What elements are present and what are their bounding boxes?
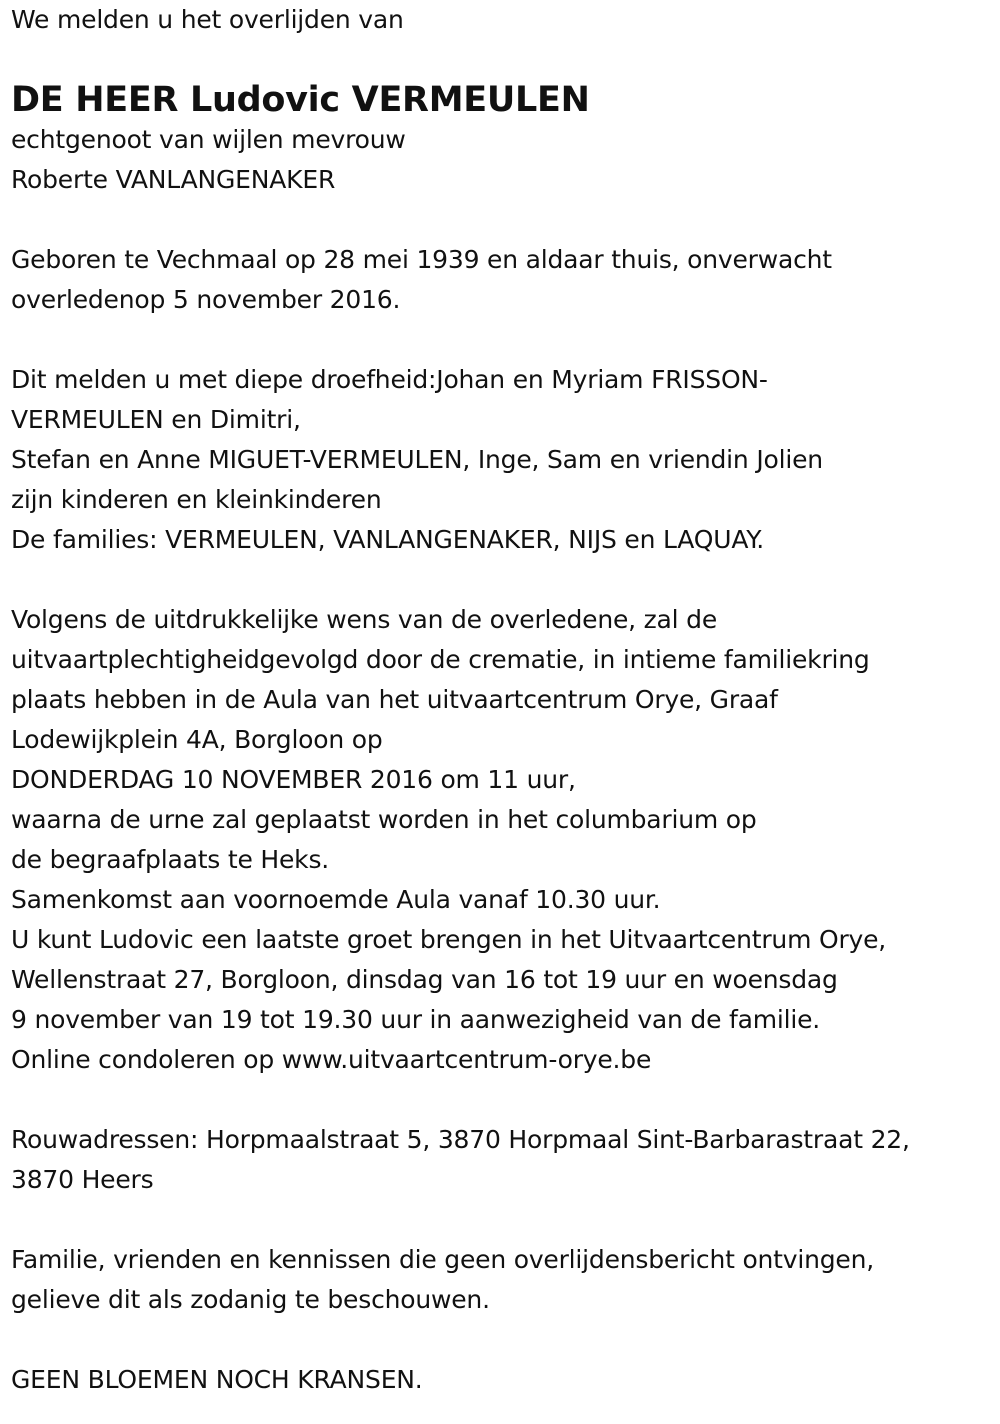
ceremony-line: de begraafplaats te Heks. [11, 845, 330, 874]
family-line: Stefan en Anne MIGUET-VERMEULEN, Inge, Sam en vriendin Jolien [11, 445, 823, 474]
ceremony-line: Wellenstraat 27, Borgloon, dinsdag van 16 tot 19 uur en woensdag [11, 965, 838, 994]
notice-line: gelieve dit als zodanig te beschouwen. [11, 1285, 490, 1314]
spouse-line: Roberte VANLANGENAKER [11, 165, 336, 194]
intro-text: We melden u het overlijden van [11, 5, 404, 34]
deceased-name: DE HEER Ludovic VERMEULEN [11, 80, 590, 120]
spouse-line: echtgenoot van wijlen mevrouw [11, 125, 406, 154]
ceremony-line: Online condoleren op www.uitvaartcentrum-orye.be [11, 1045, 652, 1074]
address-line: 3870 Heers [11, 1165, 154, 1194]
ceremony-line: Samenkomst aan voornoemde Aula vanaf 10.30 uur. [11, 885, 661, 914]
address-line: Rouwadressen: Horpmaalstraat 5, 3870 Horpmaal Sint-Barbarastraat 22, [11, 1125, 910, 1154]
birth-line: overledenop 5 november 2016. [11, 285, 401, 314]
spacer [11, 1200, 996, 1240]
ceremony-line: 9 november van 19 tot 19.30 uur in aanwezigheid van de familie. [11, 1005, 821, 1034]
notice-line: Familie, vrienden en kennissen die geen overlijdensbericht ontvingen, [11, 1245, 875, 1274]
family-line: Dit melden u met diepe droefheid:Johan en Myriam FRISSON- [11, 365, 768, 394]
ceremony-line: uitvaartplechtigheidgevolgd door de crematie, in intieme familiekring [11, 645, 870, 674]
spacer [11, 560, 996, 600]
spacer [11, 320, 996, 360]
spacer [11, 40, 996, 80]
family-line: VERMEULEN en Dimitri, [11, 405, 301, 434]
spacer [11, 1080, 996, 1120]
ceremony-line: U kunt Ludovic een laatste groet brengen in het Uitvaartcentrum Orye, [11, 925, 887, 954]
birth-line: Geboren te Vechmaal op 28 mei 1939 en aldaar thuis, onverwacht [11, 245, 832, 274]
spacer [11, 1320, 996, 1360]
obituary-notice [11, 0, 996, 1400]
family-line: zijn kinderen en kleinkinderen [11, 485, 382, 514]
ceremony-line: waarna de urne zal geplaatst worden in het columbarium op [11, 805, 757, 834]
ceremony-line: Volgens de uitdrukkelijke wens van de overledene, zal de [11, 605, 718, 634]
ceremony-line: Lodewijkplein 4A, Borgloon op [11, 725, 383, 754]
ceremony-line: plaats hebben in de Aula van het uitvaartcentrum Orye, Graaf [11, 685, 778, 714]
family-line: De families: VERMEULEN, VANLANGENAKER, NIJS en LAQUAY. [11, 525, 765, 554]
ceremony-line: DONDERDAG 10 NOVEMBER 2016 om 11 uur, [11, 765, 576, 794]
spacer [11, 200, 996, 240]
closing-text: GEEN BLOEMEN NOCH KRANSEN. [11, 1365, 423, 1394]
